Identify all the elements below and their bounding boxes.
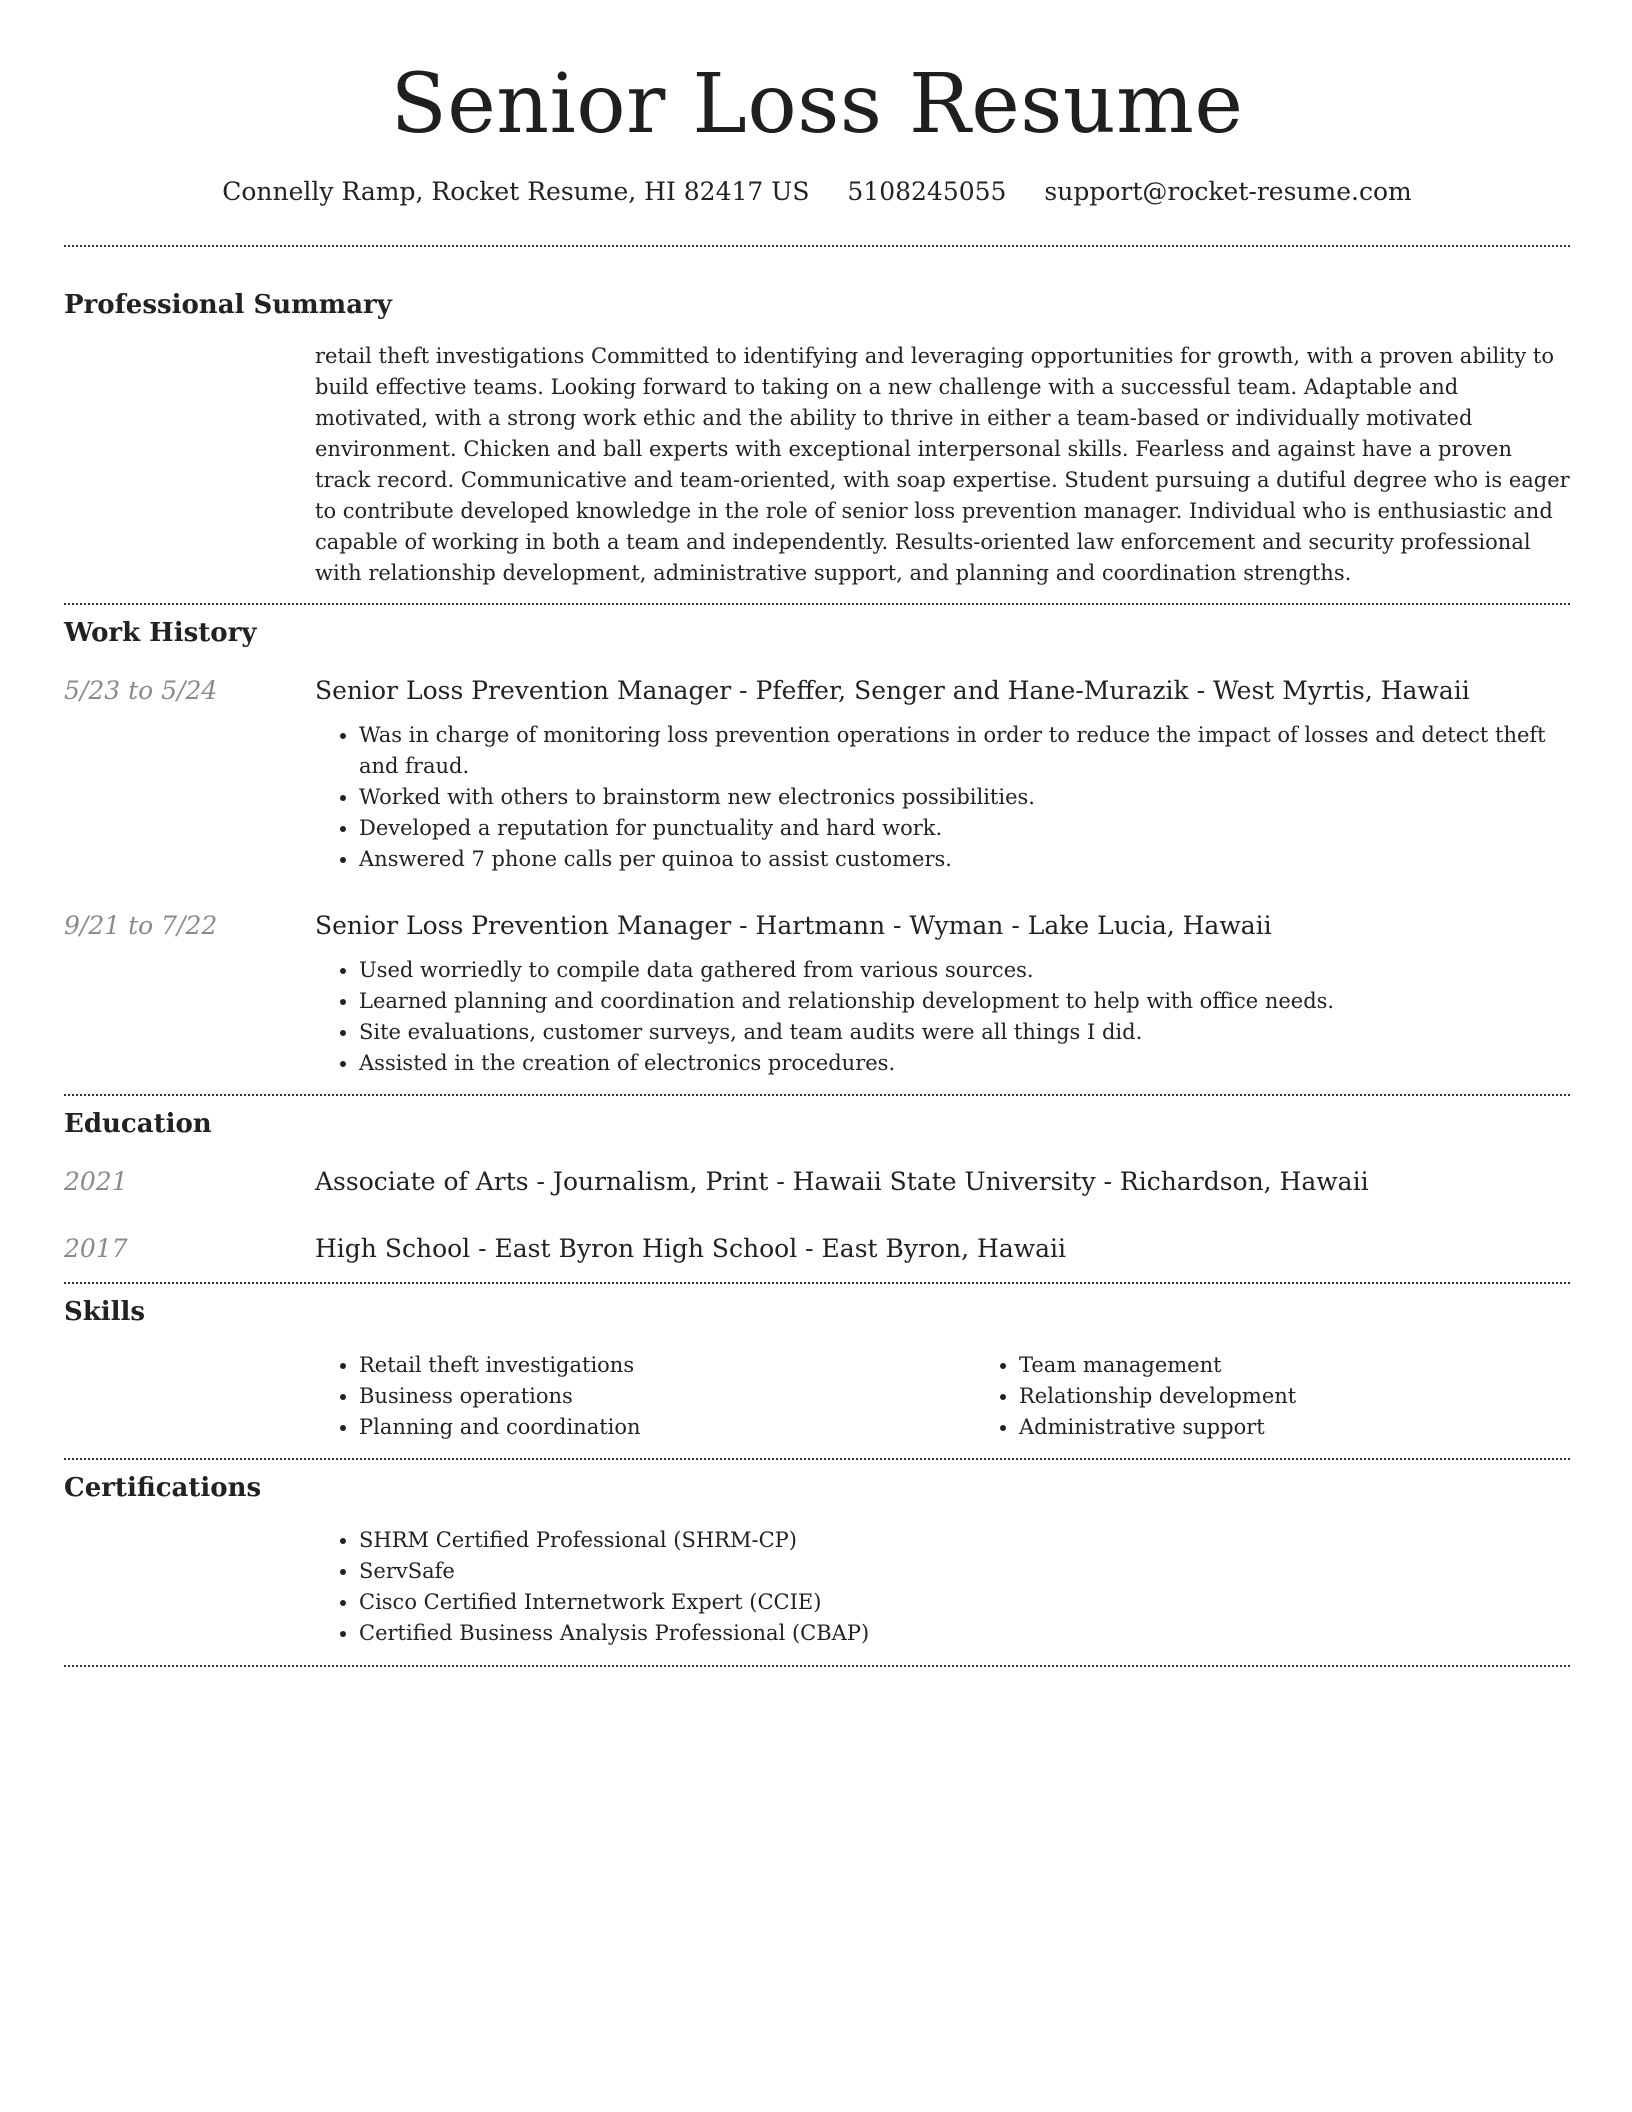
list-item: • Planning and coordination: [359, 1412, 975, 1443]
education-entry: [64, 1231, 1570, 1266]
resume-title: Senior Loss Resume: [390, 57, 1244, 152]
list-item: • Cisco Certified Internetwork Expert (CCIE): [359, 1587, 1570, 1618]
job-entry: [64, 908, 1570, 1079]
skills-heading: Skills: [64, 1296, 146, 1327]
skills-section: [64, 1296, 1570, 1443]
education-entry: [64, 1164, 1570, 1199]
job-heading: Senior Loss Prevention Manager - Hartmann - Wyman - Lake Lucia, Hawaii: [315, 910, 1272, 940]
job-bullets: [315, 720, 1570, 875]
education-year: 2021: [64, 1166, 128, 1196]
list-item: • Used worriedly to compile data gathered from various sources.: [359, 955, 1570, 986]
skills-list-right: [975, 1350, 1632, 1443]
education-heading-text: Associate of Arts - Journalism, Print - Hawaii State University - Richardson, Hawaii: [315, 1166, 1369, 1196]
list-item: • Developed a reputation for punctuality and hard work.: [359, 813, 1570, 844]
section-divider: [64, 1665, 1570, 1667]
summary-section: [64, 289, 1570, 589]
list-item: • Assisted in the creation of electronics procedures.: [359, 1048, 1570, 1079]
list-item: • Retail theft investigations: [359, 1350, 975, 1381]
certifications-heading: Certifications: [64, 1472, 262, 1503]
list-item: • Learned planning and coordination and relationship development to help with office needs.: [359, 986, 1570, 1017]
job-dates: 5/23 to 5/24: [64, 675, 218, 705]
skills-list-left: [315, 1350, 975, 1443]
list-item: • ServSafe: [359, 1556, 1570, 1587]
contact-line: [64, 174, 1570, 209]
list-item: • Answered 7 phone calls per quinoa to assist customers.: [359, 844, 1570, 875]
job-entry: [64, 673, 1570, 875]
list-item: • Certified Business Analysis Professional (CBAP): [359, 1618, 1570, 1649]
section-divider: [64, 1458, 1570, 1460]
certifications-list: [315, 1525, 1570, 1649]
resume-page: [64, 0, 1570, 1667]
contact-address: Connelly Ramp, Rocket Resume, HI 82417 US: [222, 177, 810, 207]
education-heading-text: High School - East Byron High School - East Byron, Hawaii: [315, 1233, 1067, 1263]
job-bullets: [315, 955, 1570, 1079]
certifications-section: [64, 1472, 1570, 1650]
list-item: • Business operations: [359, 1381, 975, 1412]
summary-text: retail theft investigations Committed to identifying and leveraging opportunities for growth, with a proven ability to build effective teams. Looking forward to taking on a new challenge with a successful team. Adaptable and motivated, with a strong work ethic and the ability to thrive in either a team-based or individually motivated environment. Chicken and ball experts with exceptional interpersonal skills. Fearless and against have a proven track record. Communicative and team-oriented, with soap expertise. Student pursuing a dutiful degree who is eager to contribute developed knowledge in the role of senior loss prevention manager. Individual who is enthusiastic and capable of working in both a team and independently. Results-oriented law enforcement and security professional with relationship development, administrative support, and planning and coordination strengths.: [315, 344, 1570, 586]
list-item: • Site evaluations, customer surveys, and team audits were all things I did.: [359, 1017, 1570, 1048]
summary-heading: Professional Summary: [64, 290, 392, 321]
section-divider: [64, 1094, 1570, 1096]
education-section: [64, 1108, 1570, 1266]
section-divider: [64, 603, 1570, 605]
contact-email: support@rocket-resume.com: [1044, 177, 1412, 207]
list-item: • Team management: [1019, 1350, 1632, 1381]
section-divider: [64, 245, 1570, 247]
work-history-section: [64, 617, 1570, 1079]
job-dates: 9/21 to 7/22: [64, 910, 218, 940]
section-divider: [64, 1282, 1570, 1284]
list-item: • Relationship development: [1019, 1381, 1632, 1412]
list-item: • Worked with others to brainstorm new electronics possibilities.: [359, 782, 1570, 813]
list-item: • Was in charge of monitoring loss prevention operations in order to reduce the impact of losses and detect theft and fraud.: [359, 720, 1570, 782]
education-year: 2017: [64, 1233, 128, 1263]
education-heading: Education: [64, 1108, 212, 1139]
list-item: • Administrative support: [1019, 1412, 1632, 1443]
work-history-heading: Work History: [64, 618, 257, 649]
list-item: • SHRM Certified Professional (SHRM-CP): [359, 1525, 1570, 1556]
contact-phone: 5108245055: [847, 177, 1007, 207]
job-heading: Senior Loss Prevention Manager - Pfeffer, Senger and Hane-Murazik - West Myrtis, Hawaii: [315, 675, 1470, 705]
